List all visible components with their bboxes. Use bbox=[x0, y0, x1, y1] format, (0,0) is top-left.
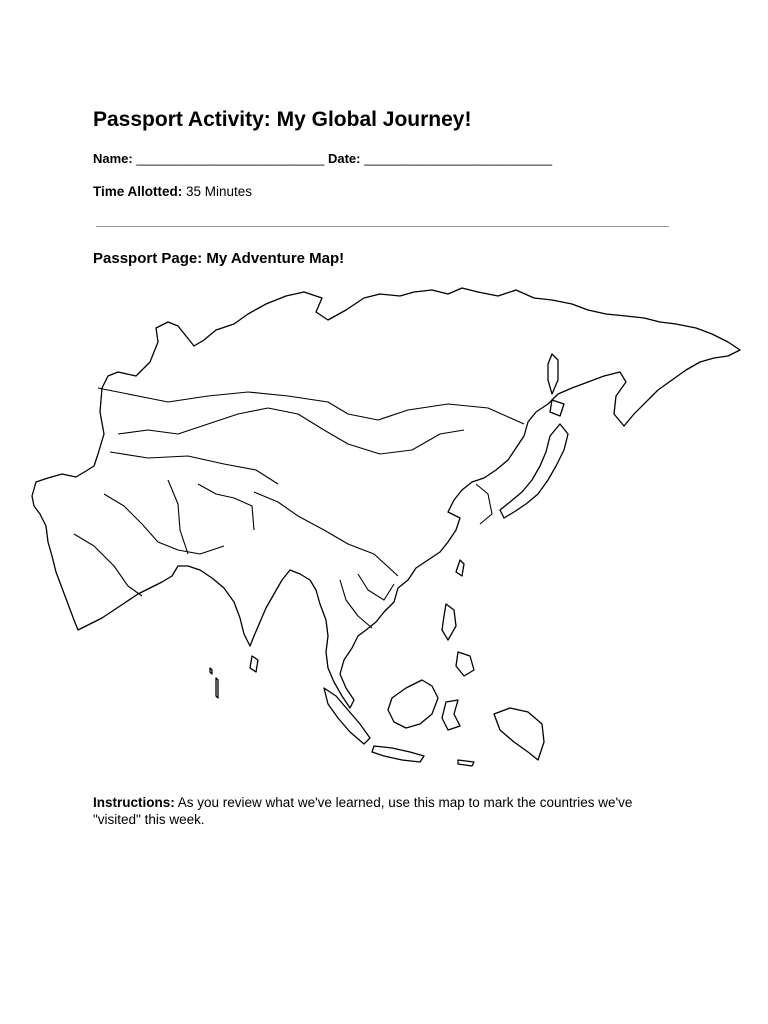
time-allotted-line bbox=[93, 184, 252, 199]
sri-lanka bbox=[250, 656, 258, 672]
philippines-luzon bbox=[442, 604, 456, 640]
java bbox=[372, 746, 424, 762]
timor bbox=[458, 760, 474, 766]
asia-outline-map bbox=[28, 284, 748, 774]
instructions-label: Instructions: bbox=[93, 795, 175, 810]
name-label: Name: bbox=[93, 151, 133, 166]
date-blank: __________________________ bbox=[364, 151, 553, 166]
border-korea bbox=[476, 484, 492, 524]
map-svg bbox=[28, 284, 748, 774]
maldives bbox=[210, 668, 212, 674]
name-blank: __________________________ bbox=[136, 151, 325, 166]
time-label: Time Allotted: bbox=[93, 184, 183, 199]
instructions-text: As you review what we've learned, use this map to mark the countries we've "visited" this week. bbox=[93, 795, 633, 827]
section-divider bbox=[96, 226, 669, 227]
taiwan bbox=[456, 560, 464, 576]
time-value: 35 Minutes bbox=[182, 184, 253, 199]
japan-hokkaido bbox=[550, 400, 564, 416]
date-label: Date: bbox=[327, 151, 361, 166]
borneo bbox=[388, 680, 438, 728]
new-guinea bbox=[494, 708, 544, 760]
map-heading: Passport Page: My Adventure Map! bbox=[93, 250, 345, 267]
sulawesi bbox=[442, 700, 460, 730]
asia-mainland-outline bbox=[32, 288, 740, 708]
name-date-line bbox=[93, 151, 552, 166]
instructions-paragraph bbox=[93, 794, 683, 828]
andaman-islands bbox=[216, 678, 218, 698]
page-title: Passport Activity: My Global Journey! bbox=[93, 108, 472, 131]
philippines-mindanao bbox=[456, 652, 474, 676]
